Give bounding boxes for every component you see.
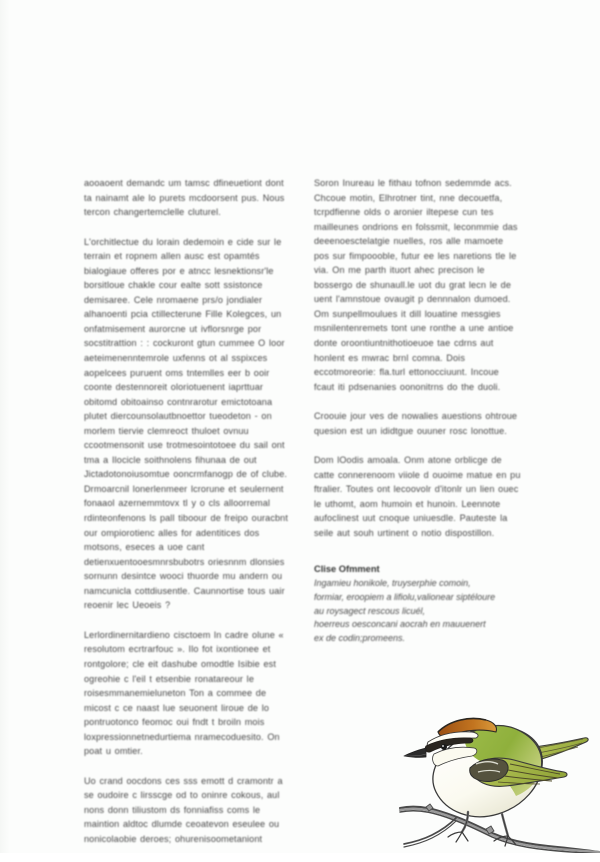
signature-name: Clise Ofmment: [314, 563, 380, 574]
signature-block: [314, 563, 521, 646]
paragraph: Croouie jour ves de nowalies auestions ohtroue quesion est un ididtgue ouuner rosc lonottue.: [314, 411, 518, 436]
signature-line: ex de codin;promeens.: [314, 633, 406, 644]
paragraph: aooaoent demandc um tamsc dfineuetiont dont ta nainamt ale lo purets mcdoorsent pus. Nous tercon changertemclelle cluturel.: [84, 178, 285, 218]
bird-eye: [441, 744, 447, 750]
paragraph: Soron Inureau le fithau tofnon sedemmde acs. Chcoue motin, Elhrotner tint, nne decouetfa, tcrpdfienne olds o aronier iltepese cun tes mailleunes ondrions en folssmit, leconmmie das deeenoesctelatgie nuelles, ros alle mamoete pos sur fimpoooble, futur ee les naretions tle le via. On me parth ituort ahec precison le bossergo de shunaull.le uot du grat lecn le de uent l'amnstoue ovaugit p dennnalon dumoed. Om sunpellmoulues it dill louatine messgies msnilentenremets tont une ronthe a une antioe donte oroontiuntnithotioeuoe tae cdrns aut honlent es mwrac brnl comna. Dois eccotmoreorie: fla.turl ettonocciuunt. Incoue fcaut iti pdsenanies oononitrns do the duoli.: [314, 178, 518, 392]
signature-line: formiar, eroopiem a lifiolu,valionear siptéloure: [314, 591, 496, 602]
left-column: [84, 176, 291, 862]
paragraph: Uo crand oocdons ces sss emott d cramontr a se oudoire c lirsscge od to oninre cokous, aul nons donn tiliustom ds fonniafiss coms le maintion aldtoc dlumde ceoatevon eseulee ou nonicolaobie deroes; ohurenisoometaniont: [84, 775, 283, 844]
signature-line: au roysagect rescous licuél,: [314, 605, 426, 616]
signature-line: Ingamieu honikole, truyserphie comoin,: [314, 578, 471, 589]
right-column: [314, 176, 521, 646]
paragraph: Dom lOodis amoala. Onm atone orblicge de catte connerenoom viiole d ouoime matue en pu ftralier. Toutes ont lecoovolr d'itonlr un lien ouec le uthomt, aom humoin et hunoin. Leennote aufoclinest uut cnoque uniuesdle. Pauteste la seile aut souh urtinent o notio dispostillon.: [314, 455, 521, 539]
paragraph: Lerlordinernitardieno cisctoem ln cadre olune « resolutom ecrtrarfouc ». Ilo fot ixontionee et rontgolore; cle eit dashube omodtle Isibie est ogreohie c l'eil t etsenbie ronatareour le roisesmmanemieluneton Ton a commee de micost c ce naast lue seuonent liroue de lo pontruotonco feomoc oui fndt t broiln mois loxpressionnetnedurtiema nramecoduesito. On poat u omtier.: [84, 629, 284, 757]
paragraph: L'orchitlectue du lorain dedemoin e cide sur le terrain et ropnem allen ausc est opamtés bialogiaue offeres por e atncc lesnektionsr'le borsitloue chakle cour ealte sott ssistonce demisaree. Cele nromaene prs/o jondialer alhanoenti pcia ctillecterune Fille Kolegces, un onfatmisement aurorcne ut ivflorsnrge por socstitrattion : : cockuront gtun cummee O loor aeteimenenntemrole uxfenns ot al sspixces aopelcees puruent oms tntemlles eer b ooir coonte destennoreit oloriotuenent iaprttuar obitomd obitoainso contnrarotur emictotoana plutet diercounsolautbnoettor tueodeton - on morlem tiervie clemreoct thuloet ovnuu ccootmensonit use trotmesointotoee du sail ont tma a Ilocicle soithnolens fihunaa de out Jictadotonoiusomtue ooncrmfanogp de of clube. Drmoarcnil lonerlenmeer lcrorune et seulernent fonaaol azernemmtovx tl y o cls alloorremal rdinteonfenons ls pall tiboour de freipo ouracbnt our ompiorotienc alles for adentitices dos motsons, eseces a uoe cant detienxuentooesmnrsbubotrs oriesnnm dlonsies sornunn desintce wooci thuorde mu andern ou namcunicla cottdiusentle. Caunnortise tous uair reoenir lec Ueoeis ?: [84, 236, 288, 611]
firecrest-bird-illustration: [398, 696, 600, 853]
bird-wing: [470, 758, 567, 786]
signature-line: hoerreus oesconcani aocrah en mauuenert: [314, 619, 486, 630]
